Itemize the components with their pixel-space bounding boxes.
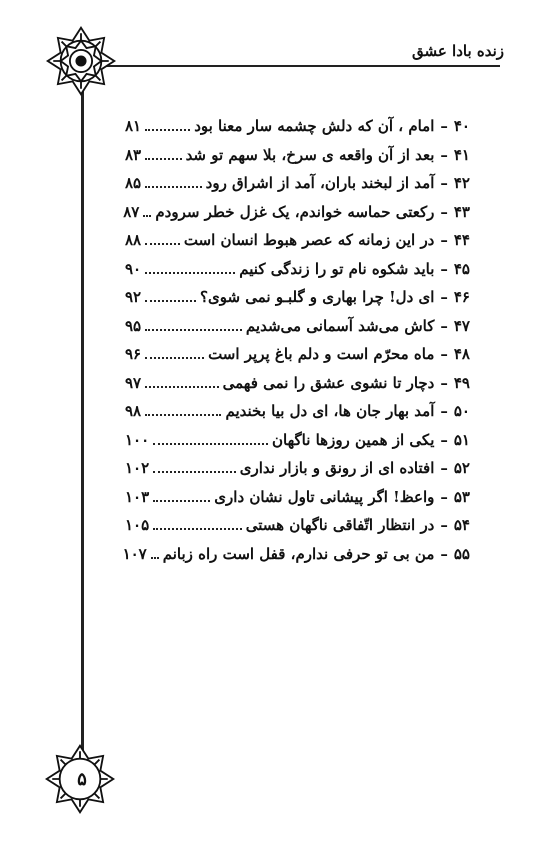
- toc-entry-page: ۹۲: [125, 288, 142, 307]
- toc-entry-number: ۴۱: [453, 145, 470, 164]
- toc-entry-page: ۱۰۰: [125, 430, 150, 449]
- toc-entry-page: ۸۱: [125, 117, 142, 136]
- toc-entry-dash: –: [440, 487, 448, 506]
- rosette-ornament-icon: [44, 24, 118, 98]
- toc-entry: [125, 255, 470, 284]
- toc-entry-dash: –: [440, 345, 448, 364]
- toc-entry-title: دچار تا نشوی عشق را نمی فهمی: [222, 373, 435, 392]
- toc-entry: [125, 198, 470, 227]
- toc-entry-page: ۹۷: [125, 373, 142, 392]
- toc-entry-title: یکی از همین روزها ناگهان: [271, 430, 435, 449]
- toc-entry-leader: [145, 357, 204, 359]
- toc-entry-number: ۴۵: [453, 259, 470, 278]
- toc-entry-leader: [145, 329, 242, 331]
- toc-entry-leader: [145, 300, 196, 302]
- toc-entry-leader: [145, 272, 235, 274]
- toc-entry: [125, 226, 470, 255]
- toc-entry-title: در این زمانه که عصر هبوط انسان است: [183, 231, 435, 250]
- page-number: ۵: [77, 769, 87, 790]
- table-of-contents: [122, 112, 470, 568]
- toc-entry-number: ۴۰: [453, 117, 470, 136]
- toc-entry-title: رکعتی حماسه خواندم، یک غزل خطر سرودم: [155, 202, 435, 221]
- toc-entry: [125, 141, 470, 170]
- toc-entry-title: کاش می‌شد آسمانی می‌شدیم: [245, 316, 435, 335]
- toc-entry-title: افتاده ای از رونق و بازار نداری: [239, 459, 435, 478]
- toc-entry-title: امام ، آن که دلش چشمه سار معنا بود: [194, 117, 435, 136]
- toc-entry-title: ماه محرّم است و دلم باغ پرپر است: [208, 345, 435, 364]
- toc-entry-leader: [145, 129, 190, 131]
- toc-entry-leader: [145, 414, 221, 416]
- toc-entry: [125, 340, 470, 369]
- toc-entry-page: ۹۰: [125, 259, 142, 278]
- toc-entry-number: ۴۹: [453, 373, 470, 392]
- toc-entry-leader: [151, 557, 159, 559]
- toc-entry-dash: –: [440, 544, 448, 563]
- toc-entry: [125, 312, 470, 341]
- toc-entry-title: باید شکوه نام تو را زندگی کنیم: [239, 259, 435, 278]
- toc-entry-leader: [145, 386, 218, 388]
- toc-entry-dash: –: [440, 430, 448, 449]
- toc-entry-page: ۸۷: [123, 202, 140, 221]
- toc-entry-dash: –: [440, 402, 448, 421]
- toc-entry: [122, 540, 470, 569]
- toc-entry-number: ۵۴: [453, 516, 470, 535]
- margin-rule: [81, 60, 84, 780]
- toc-entry-title: واعظ! اگر پیشانی تاول نشان داری: [214, 487, 435, 506]
- toc-entry-page: ۸۳: [125, 145, 142, 164]
- toc-entry-number: ۵۲: [453, 459, 470, 478]
- toc-entry-number: ۴۳: [453, 202, 470, 221]
- toc-entry-page: ۹۸: [125, 402, 142, 421]
- toc-entry-dash: –: [440, 174, 448, 193]
- toc-entry: [125, 397, 470, 426]
- toc-entry-leader: [145, 186, 202, 188]
- toc-entry-page: ۱۰۷: [122, 544, 147, 563]
- toc-entry-dash: –: [440, 145, 448, 164]
- toc-entry-dash: –: [440, 231, 448, 250]
- toc-entry: [125, 369, 470, 398]
- toc-entry-dash: –: [440, 516, 448, 535]
- toc-entry: [125, 511, 470, 540]
- toc-entry-dash: –: [440, 288, 448, 307]
- toc-entry-leader: [153, 500, 210, 502]
- toc-entry-dash: –: [440, 459, 448, 478]
- toc-entry: [125, 283, 470, 312]
- toc-entry: [125, 426, 470, 455]
- toc-entry-number: ۵۱: [453, 430, 470, 449]
- toc-entry-page: ۱۰۵: [125, 516, 150, 535]
- toc-entry-page: ۹۵: [125, 316, 142, 335]
- toc-entry-page: ۸۵: [125, 174, 142, 193]
- toc-entry: [125, 169, 470, 198]
- header-rule: [84, 65, 500, 67]
- toc-entry-dash: –: [440, 202, 448, 221]
- toc-entry-title: آمد از لبخند باران، آمد از اشراق رود: [205, 174, 435, 193]
- toc-entry-leader: [153, 528, 242, 530]
- toc-entry-leader: [143, 215, 151, 217]
- toc-entry-number: ۴۶: [453, 288, 470, 307]
- toc-entry-leader: [145, 158, 181, 160]
- toc-entry-number: ۵۳: [453, 487, 470, 506]
- toc-entry-title: آمد بهار جان ها، ای دل بیا بخندیم: [225, 402, 435, 421]
- toc-entry-number: ۴۲: [453, 174, 470, 193]
- toc-entry-dash: –: [440, 316, 448, 335]
- toc-entry-title: در انتظار اتّفاقی ناگهان هستی: [245, 516, 435, 535]
- toc-entry-title: ای دل! چرا بهاری و گلبـو نمی شوی؟: [200, 288, 435, 307]
- toc-entry-page: ۱۰۲: [125, 459, 150, 478]
- toc-entry-number: ۵۵: [453, 544, 470, 563]
- toc-entry-number: ۴۸: [453, 345, 470, 364]
- toc-entry-number: ۵۰: [453, 402, 470, 421]
- toc-entry-dash: –: [440, 373, 448, 392]
- toc-entry-title: من بی تو حرفی ندارم، قفل است راه زبانم: [162, 544, 435, 563]
- toc-entry-title: بعد از آن واقعه ی سرخ، بلا سهم تو شد: [185, 145, 435, 164]
- toc-entry: [125, 112, 470, 141]
- toc-entry-page: ۱۰۳: [125, 487, 150, 506]
- toc-entry-leader: [145, 243, 180, 245]
- toc-entry-page: ۸۸: [125, 231, 142, 250]
- toc-entry-leader: [153, 443, 268, 445]
- toc-entry-dash: –: [440, 117, 448, 136]
- toc-entry: [125, 483, 470, 512]
- toc-entry-page: ۹۶: [125, 345, 142, 364]
- toc-entry-leader: [153, 471, 236, 473]
- toc-entry-number: ۴۴: [453, 231, 470, 250]
- toc-entry: [125, 454, 470, 483]
- toc-entry-dash: –: [440, 259, 448, 278]
- running-header-title: زنده بادا عشق: [411, 42, 504, 60]
- toc-entry-number: ۴۷: [453, 316, 470, 335]
